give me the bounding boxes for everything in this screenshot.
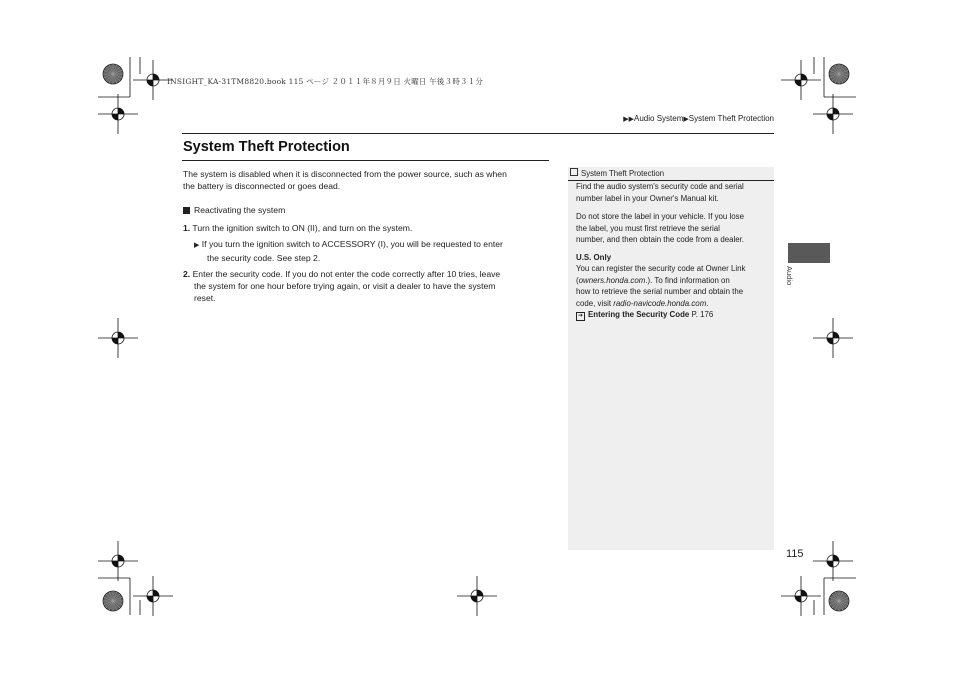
registration-target <box>98 94 138 134</box>
sidebar-line: number label in your Owner's Manual kit. <box>576 193 719 203</box>
registration-target <box>813 318 853 358</box>
step-1-note <box>194 238 549 264</box>
sidebar-text: code, visit <box>576 298 614 308</box>
owners-link[interactable]: owners.honda.com <box>578 275 646 285</box>
registration-target <box>781 60 821 100</box>
square-bullet-icon <box>183 207 190 214</box>
registration-target <box>457 576 497 616</box>
intro-text <box>183 168 549 192</box>
registration-target <box>781 576 821 616</box>
step-text: Enter the security code. If you do not enter the code correctly after 10 tries, leave <box>192 269 501 279</box>
sidebar-text: . <box>706 298 709 308</box>
registration-target <box>98 541 138 581</box>
registration-target <box>98 318 138 358</box>
sidebar-heading <box>568 167 774 181</box>
title-rule-top <box>182 133 774 134</box>
sidebar-text: ( <box>576 275 579 285</box>
sidebar-line: number, and then obtain the code from a dealer. <box>576 235 745 245</box>
sidebar-line: the label, you must first retrieve the serial <box>576 223 720 233</box>
cross-reference[interactable] <box>576 309 768 321</box>
sidebar-line: Find the audio system's security code and serial <box>576 182 744 191</box>
breadcrumb-part-1[interactable]: Audio System <box>634 114 684 123</box>
section-tab-label: Audio <box>785 266 794 286</box>
cross-reference-page: P. 176 <box>691 310 714 320</box>
breadcrumb-part-2[interactable]: System Theft Protection <box>688 114 774 123</box>
print-header: INSIGHT_KA-31TM8820.book 115 ページ ２０１１年８月９日 火曜日 午後３時３１分 <box>167 77 484 86</box>
sidebar-paragraph-3 <box>576 263 768 321</box>
step-text: the system for one hour before trying again, or visit a dealer to have the system <box>194 281 496 291</box>
sidebar-text: .). To find information on <box>645 275 730 285</box>
page-number: 115 <box>786 548 804 560</box>
step-text: Turn the ignition switch to ON (II), and turn on the system. <box>192 223 413 233</box>
step-2 <box>183 268 549 304</box>
sidebar-line: how to retrieve the serial number and obtain the <box>576 287 744 297</box>
sub-heading-text: Reactivating the system <box>194 205 286 215</box>
note-icon <box>570 168 578 176</box>
step-note-line: the security code. See step 2. <box>207 253 321 263</box>
navicode-link[interactable]: radio-navicode.honda.com <box>613 298 707 308</box>
title-rule-bottom <box>182 160 549 161</box>
registration-target <box>813 541 853 581</box>
registration-target <box>133 576 173 616</box>
page-title: System Theft Protection <box>183 139 350 155</box>
breadcrumb <box>623 114 774 123</box>
sub-heading <box>183 205 285 215</box>
breadcrumb-arrow-icon: ▶ <box>683 116 689 123</box>
breadcrumb-arrow-icon: ▶▶ <box>623 116 635 123</box>
step-note-line: If you turn the ignition switch to ACCESSORY (I), you will be requested to enter <box>201 239 503 249</box>
step-text: reset. <box>194 293 216 303</box>
section-tab <box>788 243 830 263</box>
sidebar-paragraph-2 <box>576 211 768 246</box>
sidebar-heading-text: System Theft Protection <box>581 169 665 178</box>
step-number: 2. <box>183 269 191 279</box>
sidebar-paragraph-1 <box>576 181 768 204</box>
us-only-heading: U.S. Only <box>576 253 612 262</box>
sidebar-line: You can register the security code at Owner Link <box>576 264 746 273</box>
registration-target <box>813 94 853 134</box>
sidebar-line: Do not store the label in your vehicle. If you lose <box>576 212 744 221</box>
step-1 <box>183 222 549 234</box>
intro-line: the battery is disconnected or goes dead. <box>183 181 341 191</box>
cross-reference-label[interactable]: Entering the Security Code <box>588 310 690 320</box>
step-number: 1. <box>183 223 191 233</box>
cross-reference-icon: ➔ <box>577 313 584 320</box>
arrow-icon: ▶ <box>194 242 200 249</box>
intro-line: The system is disabled when it is disconnected from the power source, such as when <box>183 169 507 179</box>
